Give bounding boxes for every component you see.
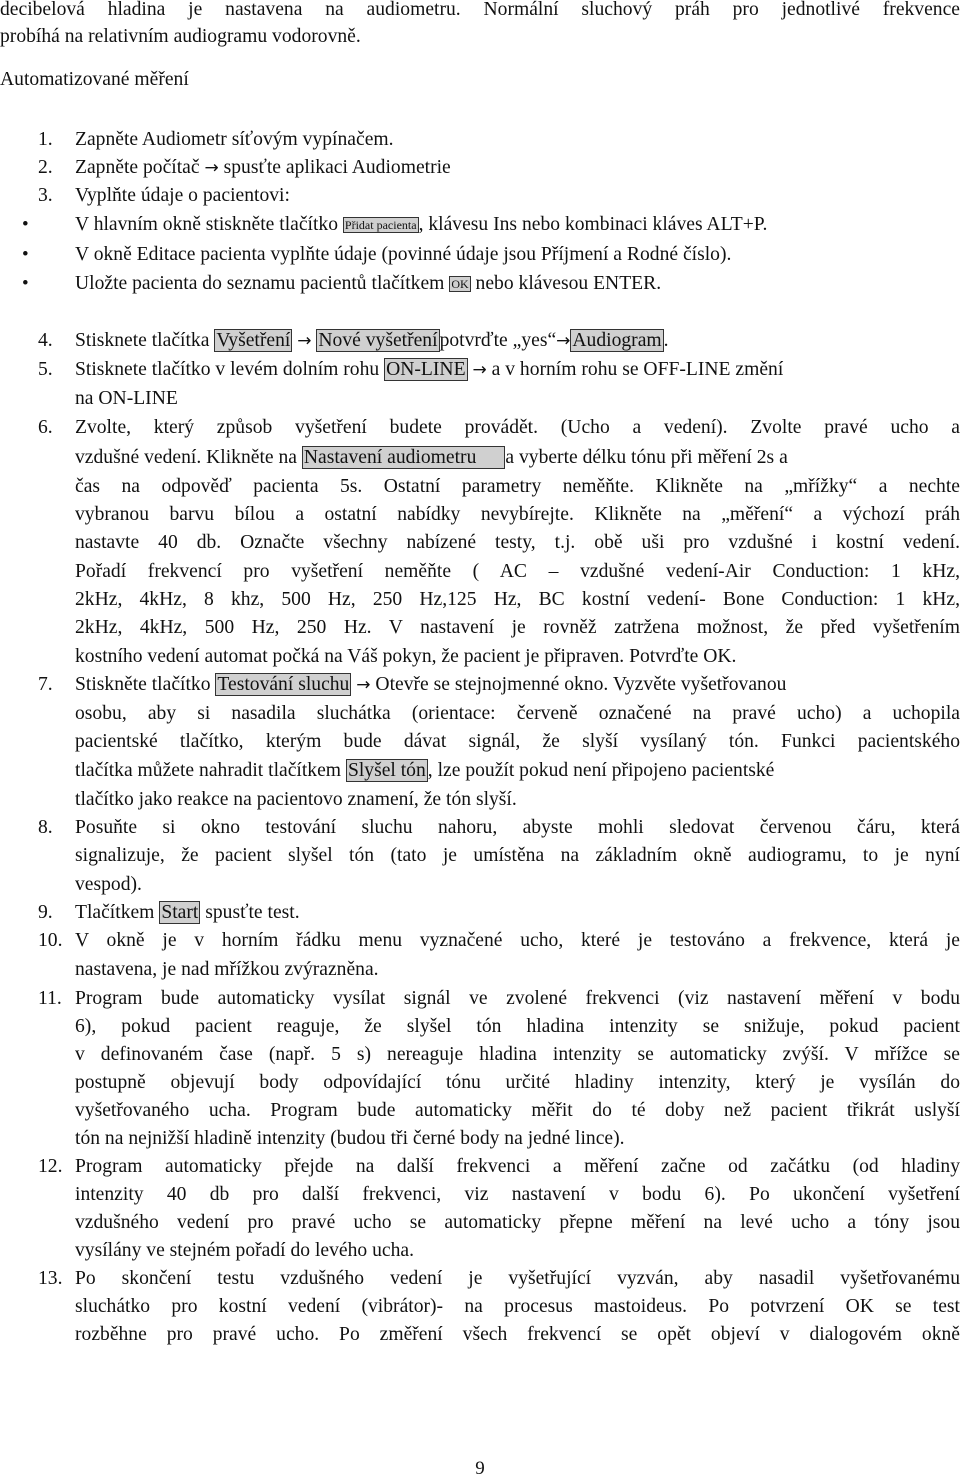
step-4-text-a: Stisknete tlačítka <box>75 330 215 351</box>
step-number: 3. <box>38 185 53 206</box>
step-9-text-a: Tlačítkem <box>75 902 160 923</box>
step-6-line-6: Pořadí frekvencí pro vyšetření neměňte ( AC – vzdušné vedení-Air Conduction: 1 kHz, <box>75 561 960 582</box>
bullet-icon: • <box>22 214 29 235</box>
step-8-line-1: Posuňte si okno testování sluchu nahoru, abyste mohli sledovat červenou čáru, která <box>75 817 960 838</box>
step-11-line-3: v definovaném čase (např. 5 s) nereaguje hladina intenzity se automaticky zvýší. V mřížce se <box>75 1044 960 1065</box>
audiogram-button: Audiogram <box>572 330 662 351</box>
pridat-pacienta-button: Přidat pacienta <box>344 218 417 232</box>
step-9-text <box>75 899 960 927</box>
step-7-text-a: Stiskněte tlačítko <box>75 674 216 695</box>
step-7-line-4 <box>75 757 960 785</box>
step-7-line-3: pacientské tlačítko, kterým bude dávat signál, že slyší vysílaný tón. Funkci pacientského <box>75 731 960 752</box>
step-13-line-3: rozběhne pro pravé ucho. Po změření všech frekvencí se opět objeví v dialogovém okně <box>75 1324 960 1345</box>
step-number: 7. <box>38 674 53 695</box>
step-6-line-8: 2kHz, 4kHz, 500 Hz, 250 Hz. V nastavení je rovněž zatržena možnost, že před vyšetřením <box>75 617 960 638</box>
ok-button: OK <box>451 277 469 291</box>
step-13-line-2: sluchátko pro kostní vedení (vibrátor)- na procesus mastoideus. Po potvrzení OK se test <box>75 1296 960 1317</box>
step-6-line-3: čas na odpověď pacienta 5s. Ostatní parametry neměňte. Klikněte na „mřížky“ a nechte <box>75 476 960 497</box>
step-3-text: Vyplňte údaje o pacientovi: <box>75 185 290 206</box>
step-7-line-5: tlačítko jako reakce na pacientovo znamení, že tón slyší. <box>75 789 517 810</box>
step-7-line-1 <box>75 671 960 699</box>
step-7-text-c: tlačítka můžete nahradit tlačítkem <box>75 760 346 781</box>
slysel-ton-button: Slyšel tón <box>347 760 426 781</box>
bullet-1-text-b: , klávesu Ins nebo kombinaci kláves ALT+P. <box>418 214 768 235</box>
nastaveni-audiometru-button: Nastavení audiometru <box>302 446 505 469</box>
step-6-line-5: nastavte 40 db. Označte všechny nabízené testy, t.j. obě uši pro vzdušné i kostní vedení. <box>75 532 960 553</box>
step-7-text-d: , lze použít pokud není připojeno pacientské <box>427 760 775 781</box>
step-12-line-3: vzdušného vedení pro pravé ucho se automaticky přepne měření na levé ucho a tóny jsou <box>75 1212 960 1233</box>
bullet-icon: • <box>22 273 29 294</box>
intro-line-2: probíhá na relativním audiogramu vodorovně. <box>0 26 361 47</box>
step-4-text-c: . <box>663 330 669 351</box>
right-arrow-icon: → <box>356 675 371 695</box>
step-6-line-9: kostního vedení automat počká na Váš pokyn, že pacient je připraven. Potvrďte OK. <box>75 646 737 667</box>
page-number: 9 <box>475 1458 485 1479</box>
bullet-3-text-b: nebo klávesou ENTER. <box>470 273 662 294</box>
step-4-text <box>75 327 960 355</box>
step-6-line-1: Zvolte, který způsob vyšetření budete provádět. (Ucho a vedení). Zvolte pravé ucho a <box>75 417 960 438</box>
step-5-text-b: a v horním rohu se OFF-LINE změní <box>486 359 784 380</box>
start-button: Start <box>161 902 199 923</box>
step-6-text-a: vzdušné vedení. Klikněte na <box>75 447 302 468</box>
step-5-text-a: Stisknete tlačítko v levém dolním rohu <box>75 359 385 380</box>
testovani-sluchu-button: Testování sluchu <box>217 674 350 695</box>
step-number: 5. <box>38 359 53 380</box>
step-7-text-b: Otevře se stejnojmenné okno. Vyzvěte vyšetřovanou <box>370 674 787 695</box>
step-11-line-5: vyšetřovaného ucha. Program bude automaticky měřit do té doby než pacient třikrát uslyší <box>75 1100 960 1121</box>
step-number: 13. <box>38 1268 63 1289</box>
step-10-line-2: nastavena, je nad mřížkou zvýrazněna. <box>75 959 379 980</box>
step-number: 2. <box>38 157 53 178</box>
bullet-1-text <box>75 211 960 240</box>
step-4-text-b: potvrďte „yes“ <box>439 330 557 351</box>
step-13-line-1: Po skončení testu vzdušného vedení je vyšetřující vyzván, aby nasadil vyšetřovanému <box>75 1268 960 1289</box>
bullet-1-text-a: V hlavním okně stiskněte tlačítko <box>75 214 343 235</box>
step-10-line-1: V okně je v horním řádku menu vyznačené ucho, které je testováno a frekvence, která je <box>75 930 960 951</box>
step-2-text <box>75 154 960 182</box>
step-8-line-2: signalizuje, že pacient slyšel tón (tato je umístěna na základním okně audiogramu, to je nyní <box>75 845 960 866</box>
step-1-text: Zapněte Audiometr síťovým vypínačem. <box>75 129 394 150</box>
on-line-button: ON-LINE <box>386 359 466 380</box>
step-5-line-1 <box>75 356 960 384</box>
right-arrow-icon: → <box>472 360 487 380</box>
step-11-line-6: tón na nejnižší hladině intenzity (budou tři černé body na jedné lince). <box>75 1128 625 1149</box>
nove-vysetreni-button: Nové vyšetření <box>318 330 438 351</box>
bullet-icon: • <box>22 244 29 265</box>
step-number: 6. <box>38 417 53 438</box>
right-arrow-icon: → <box>204 158 219 178</box>
step-5-line-2: na ON-LINE <box>75 388 178 409</box>
bullet-2-text: V okně Editace pacienta vyplňte údaje (povinné údaje jsou Příjmení a Rodné číslo). <box>75 244 732 265</box>
step-12-line-4: vysílány ve stejném pořadí do levého ucha. <box>75 1240 414 1261</box>
step-number: 9. <box>38 902 53 923</box>
step-2-text-a: Zapněte počítač <box>75 157 200 178</box>
step-12-line-2: intenzity 40 db pro další frekvenci, viz nastavení v bodu 6). Po ukončení vyšetření <box>75 1184 960 1205</box>
step-6-line-2 <box>75 444 960 472</box>
step-number: 10. <box>38 930 63 951</box>
step-number: 12. <box>38 1156 63 1177</box>
bullet-3-text-a: Uložte pacienta do seznamu pacientů tlačítkem <box>75 273 450 294</box>
vysetreni-button: Vyšetření <box>216 330 291 351</box>
step-6-line-4: vybranou barvu bílou a ostatní nabídky nevybírejte. Klikněte na „měření“ a výchozí práh <box>75 504 960 525</box>
step-number: 8. <box>38 817 53 838</box>
step-8-line-3: vespod). <box>75 874 142 895</box>
step-number: 11. <box>38 988 62 1009</box>
bullet-3-text <box>75 270 960 299</box>
step-number: 4. <box>38 330 53 351</box>
right-arrow-icon: → <box>297 331 312 351</box>
intro-line-1: decibelová hladina je nastavena na audiometru. Normální sluchový práh pro jednotlivé frekvence <box>0 0 960 20</box>
step-11-line-1: Program bude automaticky vysílat signál ve zvolené frekvenci (viz nastavení měření v bodu <box>75 988 960 1009</box>
step-12-line-1: Program automaticky přejde na další frekvenci a měření začne od začátku (od hladiny <box>75 1156 960 1177</box>
step-9-text-b: spusťte test. <box>200 902 300 923</box>
step-11-line-4: postupně objevují body odpovídající tónu určité hladiny intenzity, který je vysílán do <box>75 1072 960 1093</box>
step-11-line-2: 6), pokud pacient reaguje, že slyšel tón hladina intenzity se snižuje, pokud pacient <box>75 1016 960 1037</box>
step-number: 1. <box>38 129 53 150</box>
step-7-line-2: osobu, aby si nasadila sluchátka (orientace: červeně označené na pravé ucho) a uchopila <box>75 703 960 724</box>
section-heading: Automatizované měření <box>0 69 189 90</box>
step-6-line-7: 2kHz, 4kHz, 8 khz, 500 Hz, 250 Hz,125 Hz, BC kostní vedení- Bone Conduction: 1 kHz, <box>75 589 960 610</box>
right-arrow-icon: → <box>556 331 571 351</box>
step-6-text-b: a vyberte délku tónu při měření 2s a <box>505 447 788 468</box>
step-2-text-b: spusťte aplikaci Audiometrie <box>218 157 451 178</box>
